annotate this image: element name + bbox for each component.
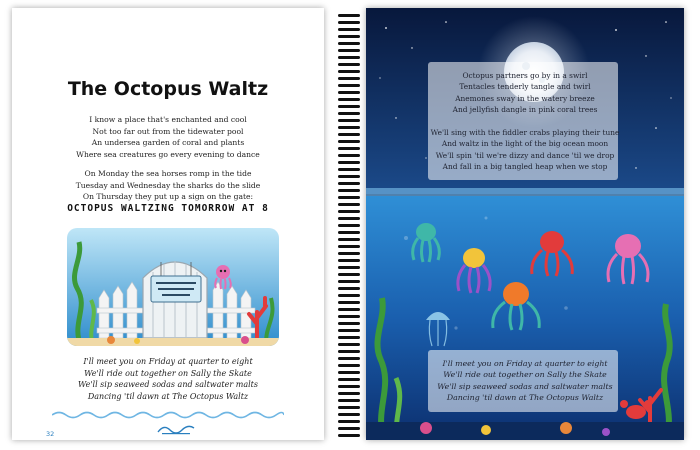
spiral-coil: [338, 105, 360, 108]
poem-line: And fall in a big tangled heap when we stop: [442, 162, 608, 172]
spiral-coil: [338, 252, 360, 255]
spiral-coil: [338, 280, 360, 283]
poem-line: Tentacles tenderly tangle and twirl: [459, 82, 591, 92]
spiral-coil: [338, 294, 360, 297]
poem-line: And jellyfish dangle in pink coral trees: [452, 105, 598, 115]
stanza-1: [12, 114, 324, 160]
spiral-coil: [338, 364, 360, 367]
spiral-coil: [338, 238, 360, 241]
spiral-coil: [338, 77, 360, 80]
spiral-coil: [338, 70, 360, 73]
spiral-coil: [338, 322, 360, 325]
spiral-coil: [338, 434, 360, 437]
spiral-coil: [338, 42, 360, 45]
spiral-coil: [338, 56, 360, 59]
poem-line: Dancing 'til dawn at The Octopus Waltz: [87, 391, 249, 401]
spiral-coil: [338, 427, 360, 430]
spiral-coil: [338, 336, 360, 339]
stanza-3: [12, 356, 324, 402]
spiral-coil: [338, 49, 360, 52]
spiral-coil: [338, 14, 360, 17]
poem-line: Not too far out from the tidewater pool: [92, 126, 244, 136]
poem-line: I'll meet you on Friday at quarter to eight: [442, 359, 608, 368]
stanza-5: [366, 127, 684, 173]
spiral-coil: [338, 420, 360, 423]
wave-divider: [52, 410, 284, 420]
spiral-coil: [338, 84, 360, 87]
poem-line: Anemones sway in the watery breeze: [455, 93, 595, 103]
spiral-coil: [338, 196, 360, 199]
spiral-coil: [338, 98, 360, 101]
spiral-coil: [338, 175, 360, 178]
spiral-coil: [338, 168, 360, 171]
spiral-coil: [338, 399, 360, 402]
spiral-coil: [338, 413, 360, 416]
poem-line: I know a place that's enchanted and cool: [89, 115, 247, 124]
stanza-6: [366, 358, 684, 404]
spiral-coil: [338, 385, 360, 388]
spiral-coil: [338, 126, 360, 129]
poem-title: The Octopus Waltz: [67, 78, 269, 100]
spiral-coil: [338, 112, 360, 115]
poem-line: We'll spin 'til we're dizzy and dance 'til we drop: [435, 150, 615, 160]
spiral-coil: [338, 245, 360, 248]
spiral-coil: [338, 210, 360, 213]
poem-line: On Monday the sea horses romp in the tide: [84, 169, 252, 178]
spiral-coil: [338, 266, 360, 269]
sign-text: OCTOPUS WALTZING TOMORROW AT 8: [67, 203, 269, 214]
spiral-coil: [338, 203, 360, 206]
poem-line: We'll sing with the fiddler crabs playing their tune: [430, 128, 620, 137]
poem-line: Octopus partners go by in a swirl: [462, 71, 588, 80]
spiral-coil: [338, 392, 360, 395]
spiral-coil: [338, 259, 360, 262]
poem-line: Dancing 'til dawn at The Octopus Waltz: [446, 393, 604, 403]
publisher-logo: [156, 422, 196, 436]
poem-line: We'll sip seaweed sodas and saltwater malts: [78, 380, 258, 390]
spiral-coil: [338, 147, 360, 150]
spiral-coil: [338, 35, 360, 38]
poem-line: We'll sip seaweed sodas and saltwater malts: [437, 381, 613, 391]
spiral-coil: [338, 329, 360, 332]
spiral-coil: [338, 182, 360, 185]
spiral-coil: [338, 224, 360, 227]
spiral-coil: [338, 63, 360, 66]
spiral-coil: [338, 357, 360, 360]
spiral-coil: [338, 133, 360, 136]
spiral-coil: [338, 28, 360, 31]
poem-line: And waltz in the light of the big ocean moon: [441, 139, 609, 149]
left-page: [12, 8, 324, 440]
spiral-coil: [338, 189, 360, 192]
stanza-4: [366, 70, 684, 116]
poem-line: We'll ride out together on Sally the Skate: [84, 368, 252, 378]
spiral-coil: [338, 140, 360, 143]
spiral-coil: [338, 217, 360, 220]
poem-line: We'll ride out together on Sally the Skate: [443, 370, 607, 380]
spiral-coil: [338, 231, 360, 234]
spiral-coil: [338, 378, 360, 381]
spiral-coil: [338, 343, 360, 346]
poem-line: An undersea garden of coral and plants: [91, 138, 245, 148]
spiral-coil: [338, 406, 360, 409]
spiral-coil: [338, 301, 360, 304]
spiral-coil: [338, 315, 360, 318]
spiral-coil: [338, 308, 360, 311]
spiral-coil: [338, 21, 360, 24]
spiral-coil: [338, 154, 360, 157]
spiral-coil: [338, 350, 360, 353]
spiral-coil: [338, 161, 360, 164]
spiral-binding: [338, 8, 360, 440]
garden-gate-art: [67, 228, 279, 346]
spiral-coil: [338, 119, 360, 122]
garden-gate-illustration: [67, 228, 279, 346]
spiral-coil: [338, 287, 360, 290]
spiral-coil: [338, 91, 360, 94]
spiral-coil: [338, 273, 360, 276]
spiral-coil: [338, 371, 360, 374]
poem-line: Tuesday and Wednesday the sharks do the slide: [75, 180, 261, 190]
stanza-2: [12, 168, 324, 203]
page-number: 32: [46, 430, 55, 438]
poem-line: On Thursday they put up a sign on the gate:: [82, 192, 254, 202]
poem-line: I'll meet you on Friday at quarter to eight: [83, 357, 253, 366]
poem-line: Where sea creatures go every evening to dance: [76, 149, 260, 159]
right-page: [366, 8, 684, 440]
